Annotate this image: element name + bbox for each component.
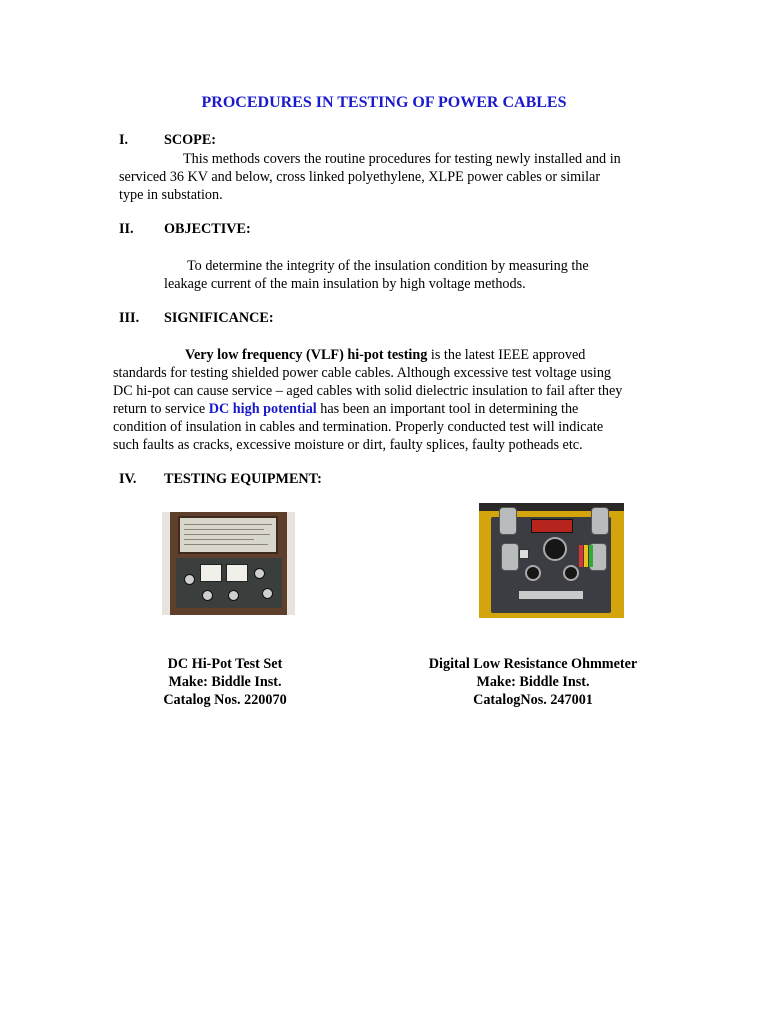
section-number-objective: II. [119,221,134,237]
section-heading-equipment: TESTING EQUIPMENT: [164,471,322,487]
equipment-catalog: CatalogNos. 247001 [473,692,593,708]
equipment-catalog: Catalog Nos. 220070 [163,692,287,708]
significance-line-5: condition of insulation in cables and termination. Properly conducted test will indicate [113,419,604,435]
equipment-make: Make: Biddle Inst. [476,674,590,690]
equipment-make: Make: Biddle Inst. [168,674,282,690]
section-number-significance: III. [119,310,140,326]
scope-line-2: serviced 36 KV and below, cross linked polyethylene, XLPE power cables or similar [119,169,601,185]
dc-hipot-test-set-photo [162,512,295,615]
document-title: PROCEDURES IN TESTING OF POWER CABLES [201,94,567,111]
section-heading-scope: SCOPE: [164,132,217,148]
significance-line-4-pre: return to service [113,401,209,417]
equipment-name: DC Hi-Pot Test Set [167,656,283,672]
significance-line-4 [113,400,578,418]
significance-line-3: DC hi-pot can cause service – aged cables with solid dielectric insulation to fail after they [113,383,623,399]
vlf-hipot-term: Very low frequency (VLF) hi-pot testing [185,347,428,363]
section-heading-significance: SIGNIFICANCE: [164,310,274,326]
section-number-scope: I. [119,132,129,148]
significance-line-1-rest: is the latest IEEE approved [427,347,586,363]
scope-line-1: This methods covers the routine procedures for testing newly installed and in [183,151,621,167]
significance-line-1 [185,346,585,364]
equipment-caption-ohmmeter [413,655,653,709]
equipment-caption-hipot [145,655,305,709]
objective-line-2: leakage current of the main insulation by high voltage methods. [164,276,526,292]
section-heading-objective: OBJECTIVE: [164,221,251,237]
significance-line-2: standards for testing shielded power cable cables. Although excessive test voltage using [113,365,612,381]
significance-line-6: such faults as cracks, excessive moisture or dirt, faulty splices, faulty potheads etc. [113,437,583,453]
objective-line-1: To determine the integrity of the insulation condition by measuring the [187,258,589,274]
scope-line-3: type in substation. [119,187,223,203]
equipment-name: Digital Low Resistance Ohmmeter [428,656,638,672]
section-number-equipment: IV. [119,471,137,487]
low-resistance-ohmmeter-photo [479,503,624,618]
significance-line-4-rest: has been an important tool in determining the [316,401,579,417]
dc-high-potential-term: DC high potential [208,401,317,417]
